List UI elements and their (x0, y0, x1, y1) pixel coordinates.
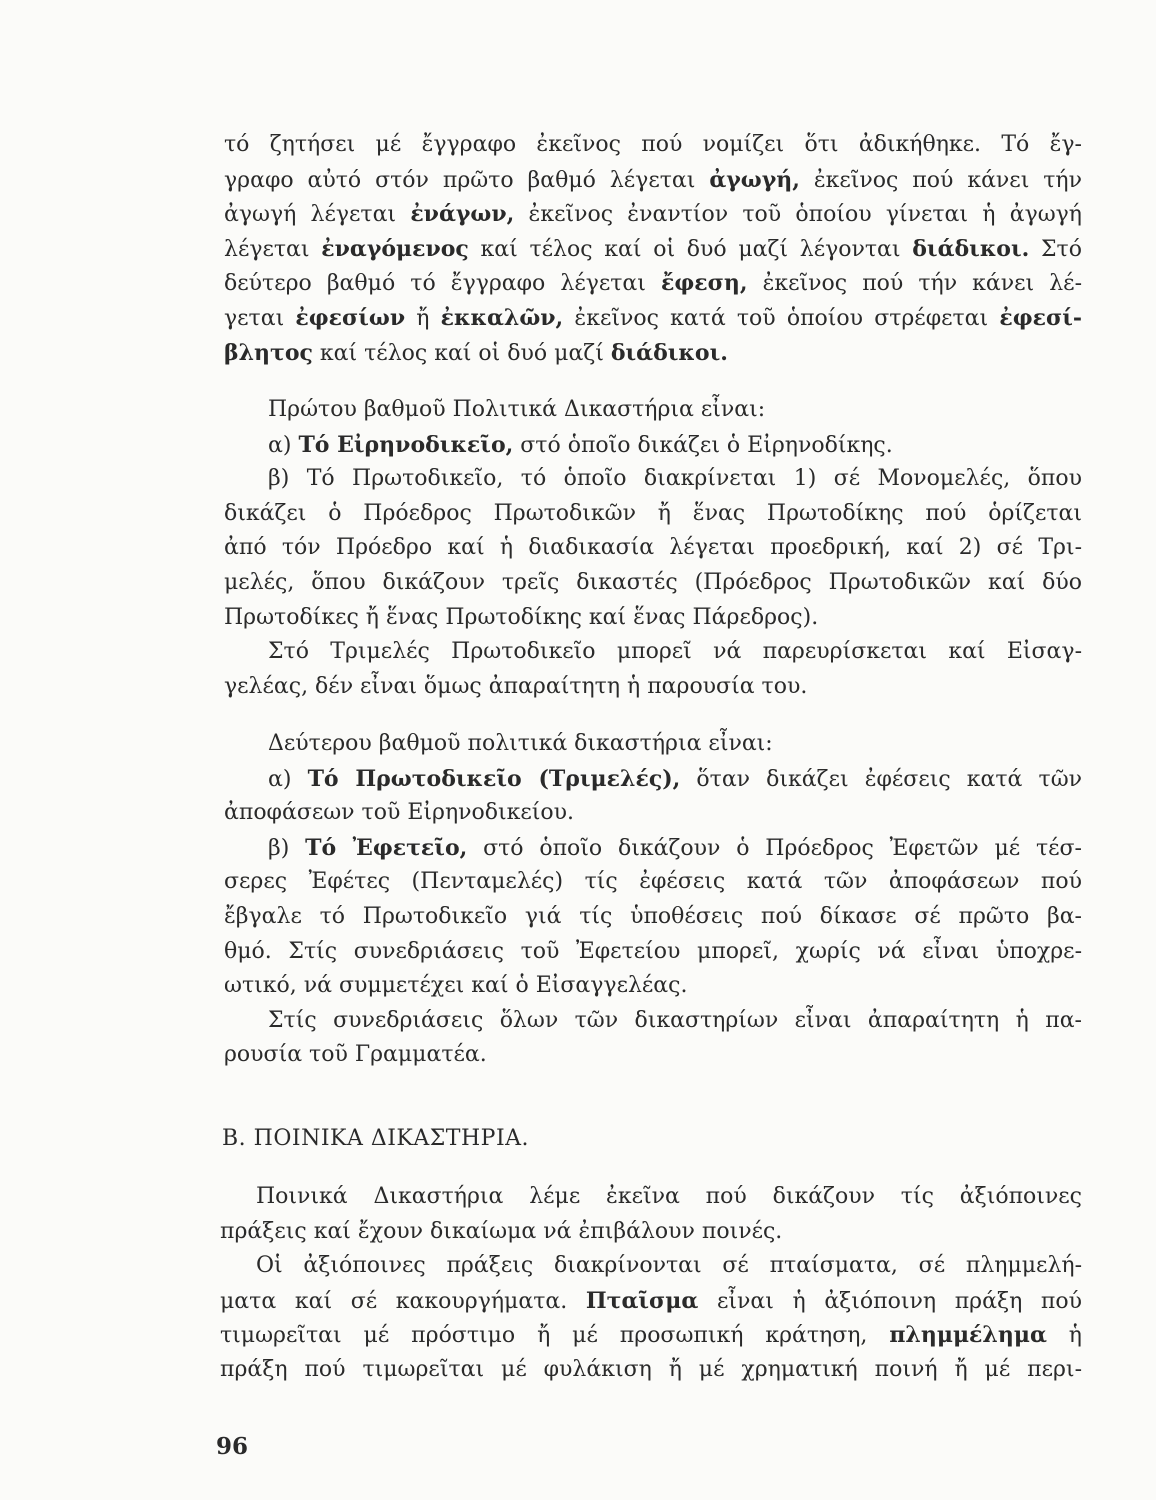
text-line: Ποινικά Δικαστήρια λέμε ἐκεῖνα πού δικάζουν τίς ἀξιόποινες (256, 1184, 1082, 1209)
text-line (224, 197, 1082, 232)
text-line: Οἱ ἀξιόποινες πράξεις διακρίνονται σέ πταίσματα, σέ πλημμελή- (256, 1253, 1082, 1279)
text-line (224, 336, 1082, 371)
text: Στό (1029, 236, 1082, 262)
text: στό ὁποῖο δικάζει ὁ Εἰρηνοδίκης. (513, 432, 893, 458)
list-marker: α) (268, 432, 299, 458)
term-enagomenos: ἐναγόμενος (321, 235, 469, 262)
text-line (224, 831, 1082, 866)
term-eirinodikeio: Τό Εἰρηνοδικεῖο, (298, 431, 514, 458)
term-enagon: ἐνάγων, (410, 201, 515, 228)
text-line: Στό Τριμελές Πρωτοδικεῖο μπορεῖ νά παρευρίσκεται καί Εἰσαγ- (268, 639, 1082, 665)
term-efesiblitos-end: βλητος (224, 339, 313, 366)
term-efesiblitos: ἐφεσί- (999, 304, 1082, 331)
text-line: Πρωτοδίκες ἤ ἕνας Πρωτοδίκης καί ἕνας Πάρεδρος). (224, 604, 819, 630)
text-line (224, 128, 1082, 163)
text: ἤ (405, 305, 441, 331)
civil-courts-second-degree (224, 727, 1082, 1073)
text: ἐκεῖνος κατά τοῦ ὁποίου στρέφεται (563, 305, 1000, 331)
text-line: μελές, ὅπου δικάζουν τρεῖς δικαστές (Πρόεδρος Πρωτοδικῶν καί δύο (224, 569, 1082, 595)
section-heading: Β. ΠΟΙΝΙΚΑ ΔΙΚΑΣΤΗΡΙΑ. (222, 1126, 530, 1151)
text-line: Πρώτου βαθμοῦ Πολιτικά Δικαστήρια εἶναι: (268, 397, 766, 422)
text: δεύτερο βαθμό τό ἔγγραφο λέγεται (224, 271, 661, 297)
text: ὅταν δικάζει ἐφέσεις κατά τῶν (680, 766, 1083, 792)
text-line: Στίς συνεδριάσεις ὅλων τῶν δικαστηρίων εἶναι ἀπαραίτητη ἡ πα- (268, 1007, 1082, 1033)
civil-courts-first-degree (224, 393, 1082, 704)
term-plimmelima: πλημμέλημα (889, 1322, 1047, 1349)
term-agogi: ἀγωγή, (709, 166, 800, 193)
term-protodikeio: Τό Πρωτοδικεῖο (Τριμελές), (307, 765, 681, 792)
text-line: πράξεις καί ἔχουν δικαίωμα νά ἐπιβάλουν ποινές. (220, 1218, 783, 1244)
text: εἶναι ἡ ἀξιόποινη πράξη πού (698, 1288, 1082, 1314)
term-ptaisma: Πταῖσμα (585, 1287, 699, 1314)
text: ἀγωγή λέγεται (224, 202, 411, 228)
text-line (224, 428, 1082, 463)
text: ματα καί σέ κακουργήματα. (220, 1288, 586, 1314)
page-number: 96 (216, 1433, 249, 1460)
text-line: ρουσία τοῦ Γραμματέα. (224, 1042, 487, 1068)
paragraph-lawsuit-terms (224, 128, 1082, 370)
criminal-courts (220, 1180, 1082, 1388)
text-line (220, 1318, 1082, 1353)
text-line (224, 232, 1082, 267)
term-efeteio: Τό Ἐφετεῖο, (305, 834, 468, 861)
text-line (224, 301, 1082, 336)
term-diadikoi: διάδικοι. (912, 235, 1030, 262)
text: ἡ (1046, 1323, 1082, 1349)
text-line (224, 163, 1082, 198)
text-line (224, 762, 1082, 797)
text-line: πράξη πού τιμωρεῖται μέ φυλάκιση ἤ μέ χρηματική ποινή ἤ μέ περι- (220, 1356, 1082, 1382)
text-line: γελέας, δέν εἶναι ὅμως ἀπαραίτητη ἡ παρουσία του. (224, 673, 808, 699)
text-line: σερες Ἐφέτες (Πενταμελές) τίς ἐφέσεις κατά τῶν ἀποφάσεων πού (224, 869, 1082, 895)
text-line (224, 266, 1082, 301)
text-line (220, 1284, 1082, 1319)
text-line: δικάζει ὁ Πρόεδρος Πρωτοδικῶν ἤ ἕνας Πρωτοδίκης πού ὁρίζεται (224, 500, 1082, 526)
text-line: ἔβγαλε τό Πρωτοδικεῖο γιά τίς ὑποθέσεις πού δίκασε σέ πρῶτο βα- (224, 903, 1082, 929)
text: λέγεται (224, 236, 322, 262)
text: καί τέλος καί οἱ δυό μαζί (312, 340, 611, 366)
text-line: Δεύτερου βαθμοῦ πολιτικά δικαστήρια εἶναι: (268, 731, 773, 756)
list-marker: α) (268, 766, 308, 792)
term-efesi: ἔφεση, (661, 270, 748, 297)
text: ἐκεῖνος πού τήν κάνει λέ- (747, 271, 1082, 297)
text: ἐκεῖνος πού κάνει τήν (799, 167, 1082, 193)
term-ekkalon: ἐκκαλῶν, (440, 304, 564, 331)
text-line: θμό. Στίς συνεδριάσεις τοῦ Ἐφετείου μπορεῖ, χωρίς νά εἶναι ὑποχρε- (224, 938, 1082, 964)
text: γεται (224, 305, 296, 331)
text: τιμωρεῖται μέ πρόστιμο ἤ μέ προσωπική κράτηση, (220, 1323, 890, 1349)
text: ἐκεῖνος ἐναντίον τοῦ ὁποίου γίνεται ἡ ἀγωγή (514, 202, 1082, 228)
text-line: ἀποφάσεων τοῦ Εἰρηνοδικείου. (224, 800, 575, 826)
text: γραφο αὐτό στόν πρῶτο βαθμό λέγεται (224, 167, 710, 193)
list-marker: β) (268, 835, 306, 861)
text-line: ἀπό τόν Πρόεδρο καί ἡ διαδικασία λέγεται προεδρική, καί 2) σέ Τρι- (224, 535, 1082, 561)
text-line: β) Τό Πρωτοδικεῖο, τό ὁποῖο διακρίνεται 1) σέ Μονομελές, ὅπου (268, 466, 1082, 492)
text: καί τέλος καί οἱ δυό μαζί λέγονται (468, 236, 913, 262)
text: τό ζητήσει μέ ἔγγραφο ἐκεῖνος πού νομίζει ὅτι ἀδικήθηκε. Τό ἔγ- (224, 132, 1082, 157)
text: στό ὁποῖο δικάζουν ὁ Πρόεδρος Ἐφετῶν μέ τέσ- (467, 835, 1082, 861)
term-efesion: ἐφεσίων (295, 304, 406, 331)
term-diadikoi: διάδικοι. (610, 339, 728, 366)
text-line: ωτικό, νά συμμετέχει καί ὁ Εἰσαγγελέας. (224, 973, 688, 999)
